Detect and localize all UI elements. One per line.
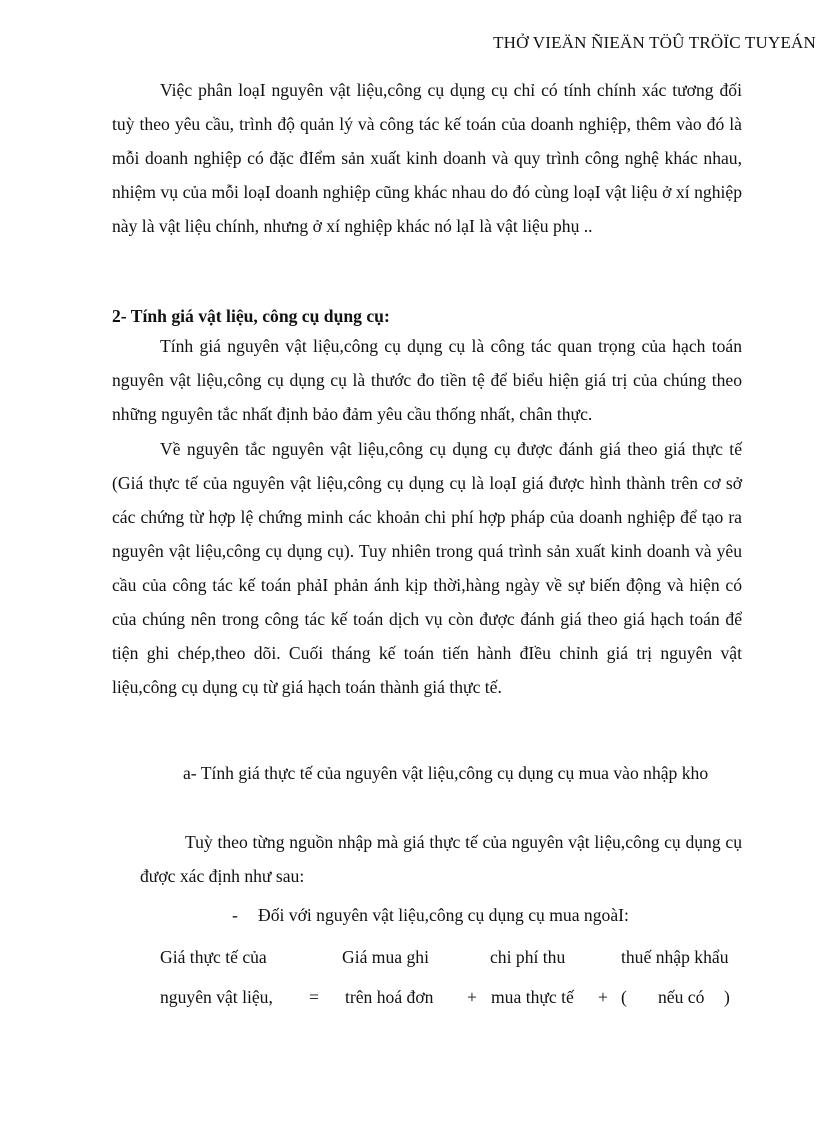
- paragraph-pricing-principle: Về nguyên tắc nguyên vật liệu,công cụ dụng cụ được đánh giá theo giá thực tế (Giá thực tế của nguyên vật liệu,công cụ dụng cụ là loạI giá được hình thành trên cơ sở các chứng từ hợp lệ chứng minh các khoản chi phí hợp pháp của doanh nghiệp để tạo ra nguyên vật liệu,công cụ dụng cụ). Tuy nhiên trong quá trình sản xuất kinh doanh và yêu cầu của công tác kế toán phảI phản ánh kịp thời,hàng ngày về sự biến động và hiện có của chúng nên trong công tác kế toán dịch vụ còn được đánh giá theo giá hạch toán để tiện ghi chép,theo dõi. Cuối tháng kế toán tiến hành đIều chỉnh giá trị nguyên vật liệu,công cụ dụng cụ từ giá hạch toán thành giá thực tế.: [112, 439, 742, 697]
- formula-row2-col3: mua thực tế: [491, 987, 574, 1007]
- section-heading: 2- Tính giá vật liệu, công cụ dụng cụ:: [112, 306, 390, 326]
- formula-equals: =: [309, 987, 319, 1007]
- paragraph-import-sources: Tuỳ theo từng nguồn nhập mà giá thực tế của nguyên vật liệu,công cụ dụng cụ được xác định như sau:: [140, 832, 742, 886]
- bullet-item: [232, 905, 629, 926]
- formula-row2-col2: trên hoá đơn: [345, 987, 434, 1007]
- subsection-a: a- Tính giá thực tế của nguyên vật liệu,công cụ dụng cụ mua vào nhập kho: [183, 763, 709, 783]
- paragraph-classification: Việc phân loạI nguyên vật liệu,công cụ dụng cụ chỉ có tính chính xác tương đối tuỳ theo yêu cầu, trình độ quản lý và công tác kế toán của doanh nghiệp, thêm vào đó là mỗi doanh nghiệp có đặc đIểm sản xuất kinh doanh và quy trình công nghệ khác nhau, nhiệm vụ của mỗi loạI doanh nghiệp cũng khác nhau do đó cùng loạI vật liệu ở xí nghiệp này là vật liệu chính, nhưng ở xí nghiệp khác nó lạI là vật liệu phụ ..: [112, 80, 742, 236]
- formula-plus-2: +: [598, 987, 608, 1007]
- formula-row1-col3: chi phí thu: [490, 947, 566, 967]
- formula-row1-col1: Giá thực tế của: [160, 947, 267, 967]
- formula-row1-col2: Giá mua ghi: [342, 947, 429, 967]
- page-header: THỞ VIEÄN ÑIEÄN TÖÛ TRÖÏC TUYEÁN: [493, 33, 816, 52]
- bullet-dash: -: [232, 905, 238, 925]
- formula-paren-open: (: [621, 987, 627, 1007]
- bullet-text: Đối với nguyên vật liệu,công cụ dụng cụ mua ngoàI:: [258, 905, 629, 925]
- formula-paren-close: ): [724, 987, 730, 1007]
- formula-row2-col1: nguyên vật liệu,: [160, 987, 273, 1007]
- formula-row2-col4: nếu có: [658, 987, 705, 1007]
- paragraph-pricing-intro: Tính giá nguyên vật liệu,công cụ dụng cụ là công tác quan trọng của hạch toán nguyên vật liệu,công cụ dụng cụ là thước đo tiền tệ để biểu hiện giá trị của chúng theo những nguyên tắc nhất định bảo đảm yêu cầu thống nhất, chân thực.: [112, 336, 742, 424]
- formula-plus-1: +: [467, 987, 477, 1007]
- formula-row1-col4: thuế nhập khẩu: [621, 947, 729, 967]
